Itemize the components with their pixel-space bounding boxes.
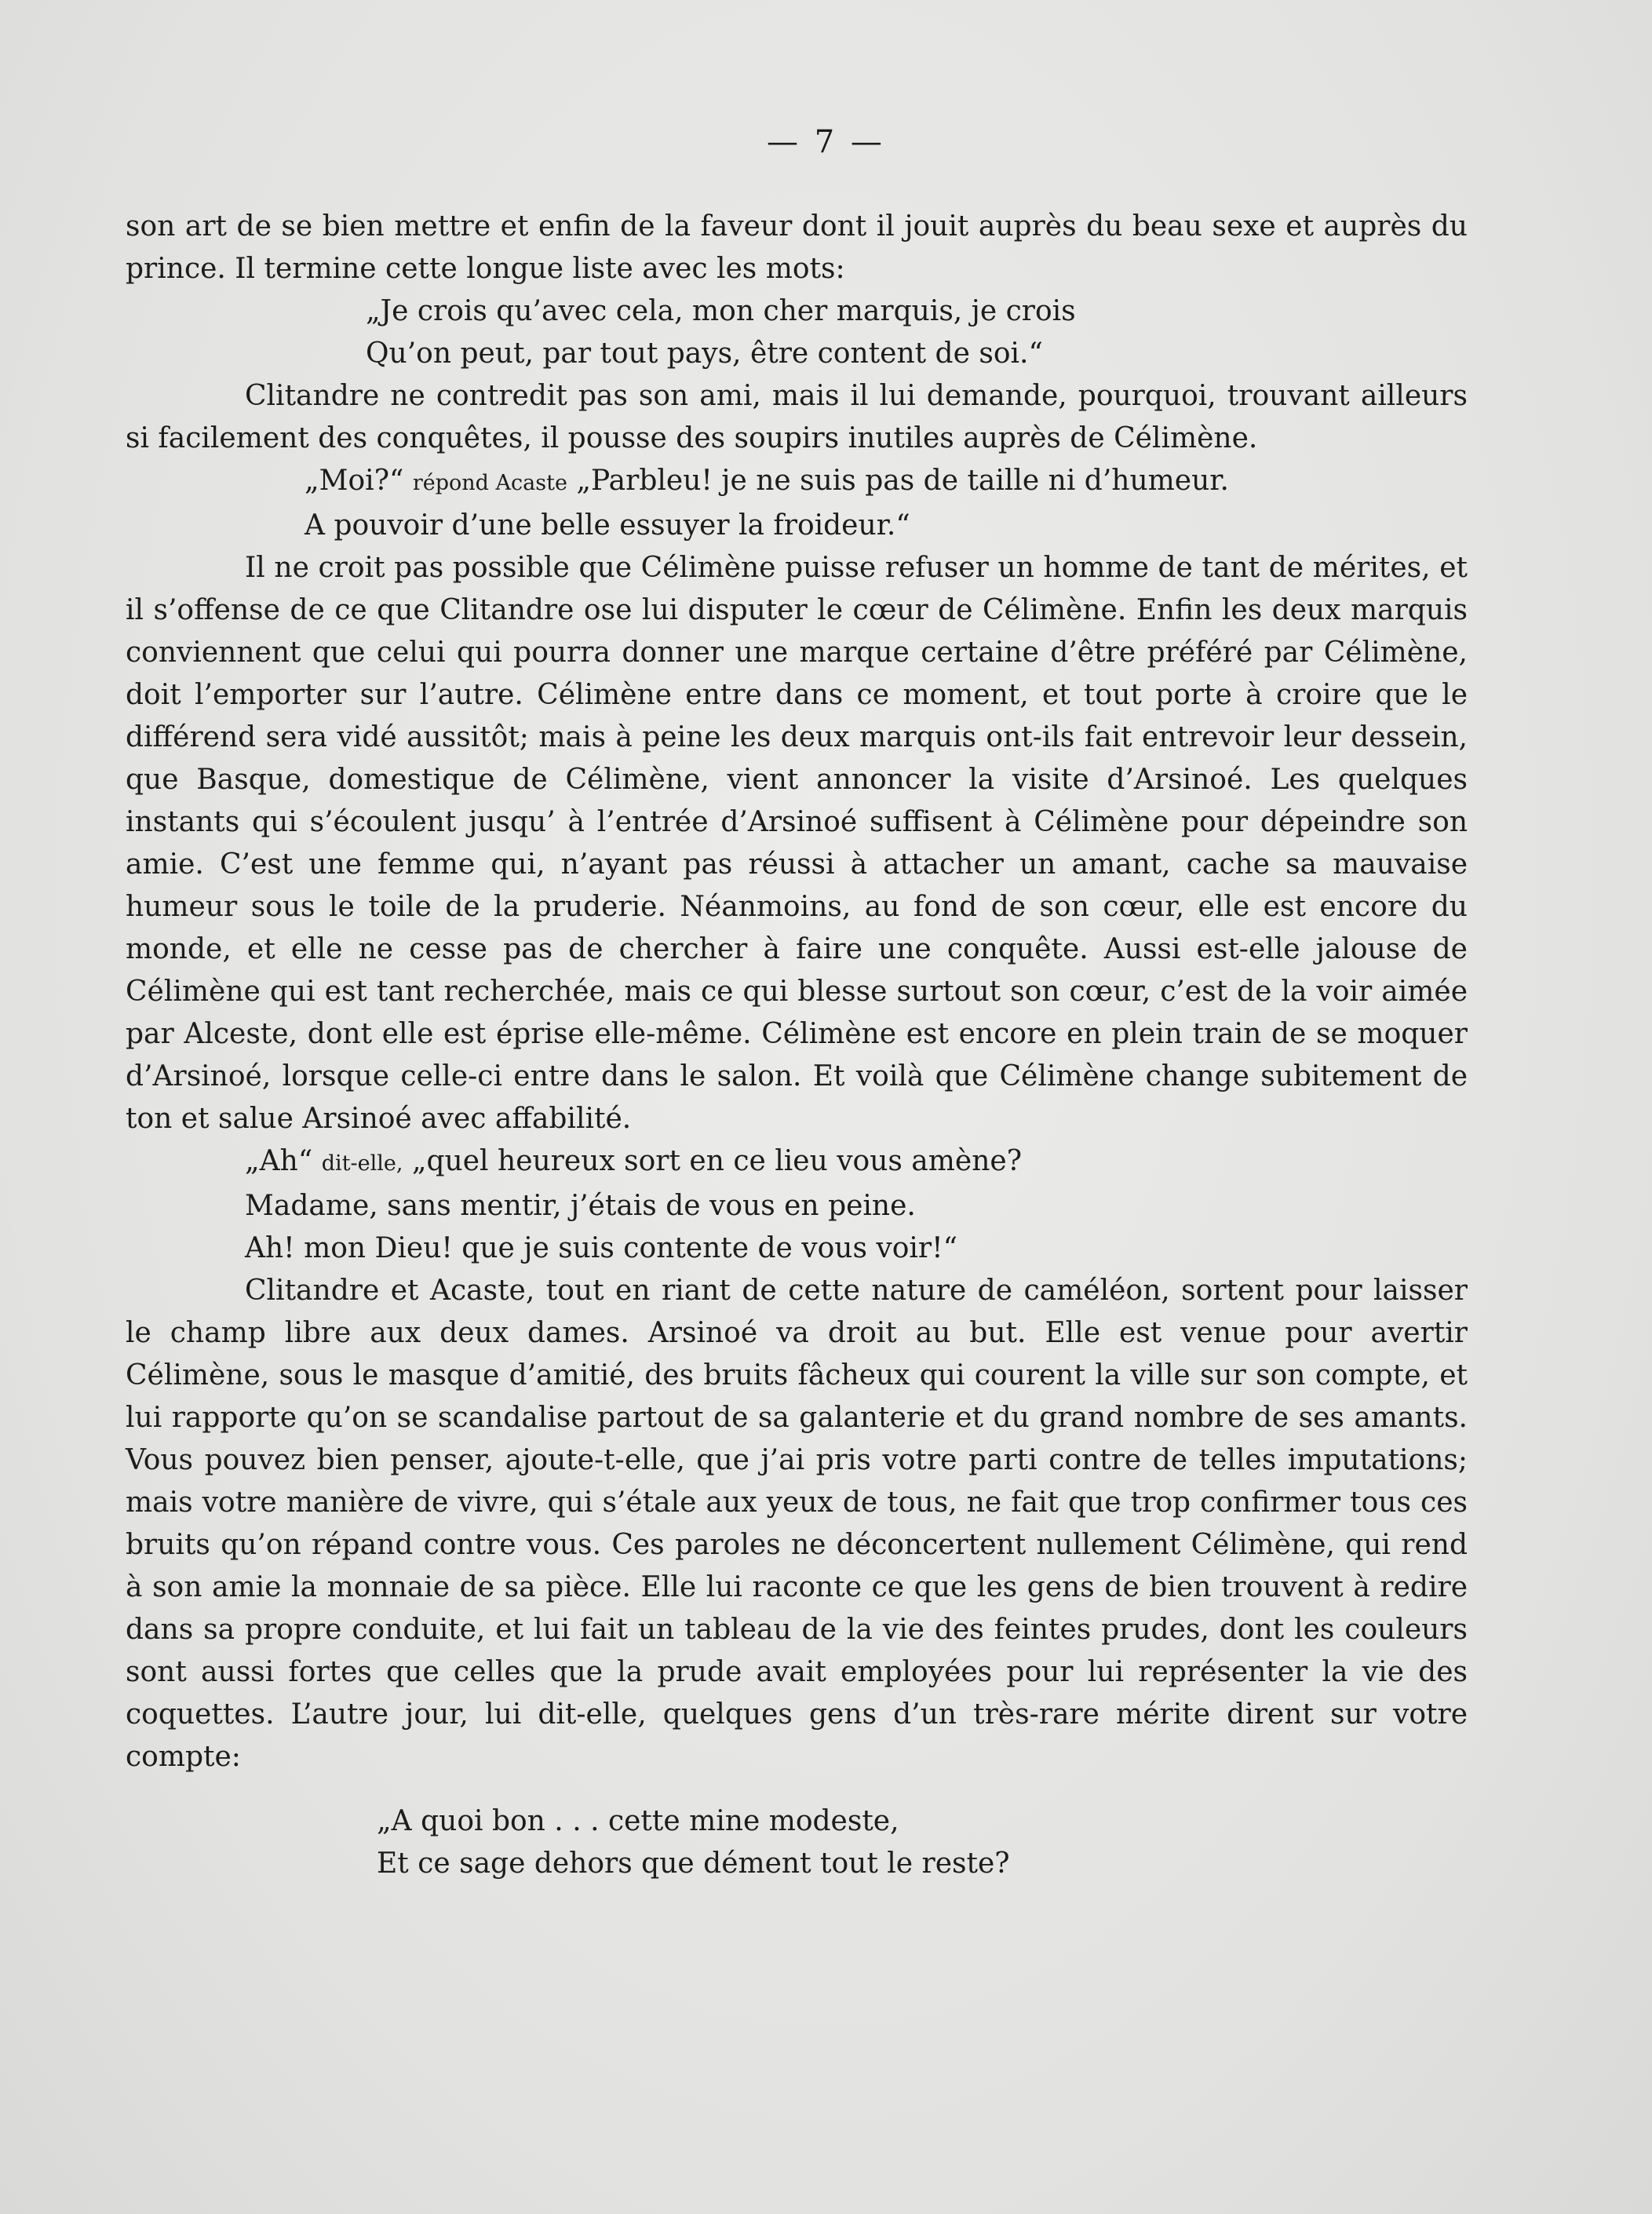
paragraph-3: Il ne croit pas possible que Célimène puisse refuser un homme de tant de mérites, et il s’offense de ce que Clitandre ose lui disputer le cœur de Célimène. Enfin les deux marquis conviennent que celui qui pourra donner une marque certaine d’être préféré par Célimène, doit l’emporter sur l’autre. Célimène entre dans ce moment, et tout porte à croire que le différend sera vidé aussitôt; mais à peine les deux marquis ont-ils fait entrevoir leur dessein, que Basque, domestique de Célimène, vient annoncer la visite d’Arsinoé. Les quelques instants qui s’écoulent jusqu’ à l’entrée d’Arsinoé suffisent à Célimène pour dépeindre son amie. C’est une femme qui, n’ayant pas réussi à attacher un amant, cache sa mauvaise humeur sous le toile de la pruderie. Néanmoins, au fond de son cœur, elle est encore du monde, et elle ne cesse pas de chercher à faire une conquête. Aussi est-elle jalouse de Célimène qui est tant recherchée, mais ce qui blesse surtout son cœur, c’est de la voir aimée par Alceste, dont elle est éprise elle-même. Célimène est encore en plein train de se moquer d’Arsinoé, lorsque celle-ci entre dans le salon. Et voilà que Célimène change subitement de ton et salue Arsinoé avec affabilité.: [126, 552, 1468, 1135]
verse-line: Qu’on peut, par tout pays, être content de soi.“: [366, 337, 1043, 370]
verse-quote-1: [126, 290, 1468, 375]
paragraph-4: Clitandre et Acaste, tout en riant de cette nature de caméléon, sortent pour laisser le champ libre aux deux dames. Arsinoé va droit au but. Elle est venue pour avertir Célimène, sous le masque d’amitié, des bruits fâcheux qui courent la ville sur son compte, et lui rapporte qu’on se scandalise partout de sa galanterie et du grand nombre de ses amants. Vous pouvez bien penser, ajoute-t-elle, que j’ai pris votre parti contre de telles imputations; mais votre manière de vivre, qui s’étale aux yeux de tous, ne fait que trop confirmer tous ces bruits qu’on répand contre vous. Ces paroles ne déconcertent nullement Célimène, qui rend à son amie la monnaie de sa pièce. Elle lui raconte ce que les gens de bien trouvent à redire dans sa propre conduite, et lui fait un tableau de la vie des feintes prudes, dont les couleurs sont aussi fortes que celles que la prude avait employées pour lui représenter la vie des coquettes. L’autre jour, lui dit-elle, quelques gens d’un très-rare mérite dirent sur votre compte:: [126, 1275, 1468, 1773]
page-body: [126, 206, 1468, 1885]
verse-text: „Parbleu! je ne suis pas de taille ni d’humeur.: [576, 465, 1229, 497]
verse-text: „quel heureux sort en ce lieu vous amène?: [411, 1145, 1023, 1177]
verse-line: Madame, sans mentir, j’étais de vous en peine.: [245, 1190, 916, 1222]
verse-opening: „Moi?“: [305, 465, 404, 497]
verse-quote-2: [126, 460, 1468, 547]
verse-quote-4: [126, 1800, 1468, 1885]
verse-quote-3: [126, 1140, 1468, 1270]
verse-line: Ah! mon Dieu! que je suis contente de vous voir!“: [245, 1232, 957, 1264]
paragraph-1: son art de se bien mettre et enfin de la faveur dont il jouit auprès du beau sexe et auprès du prince. Il termine cette longue liste avec les mots:: [126, 210, 1468, 285]
verse-line: [305, 460, 1468, 505]
speaker-note: dit-elle,: [321, 1151, 403, 1176]
verse-line: „A quoi bon . . . cette mine modeste,: [377, 1805, 899, 1837]
paragraph-2: Clitandre ne contredit pas son ami, mais il lui demande, pourquoi, trouvant ailleurs si facilement des conquêtes, il pousse des soupirs inutiles auprès de Célimène.: [126, 380, 1468, 454]
verse-opening: „Ah“: [245, 1145, 313, 1177]
page-number: — 7 —: [767, 124, 885, 160]
verse-line: „Je crois qu’avec cela, mon cher marquis, je crois: [366, 295, 1076, 327]
verse-line: A pouvoir d’une belle essuyer la froideur.“: [305, 509, 910, 542]
verse-line: Et ce sage dehors que dément tout le reste?: [377, 1847, 1010, 1880]
verse-line: [245, 1140, 1468, 1185]
speaker-note: répond Acaste: [412, 471, 567, 495]
